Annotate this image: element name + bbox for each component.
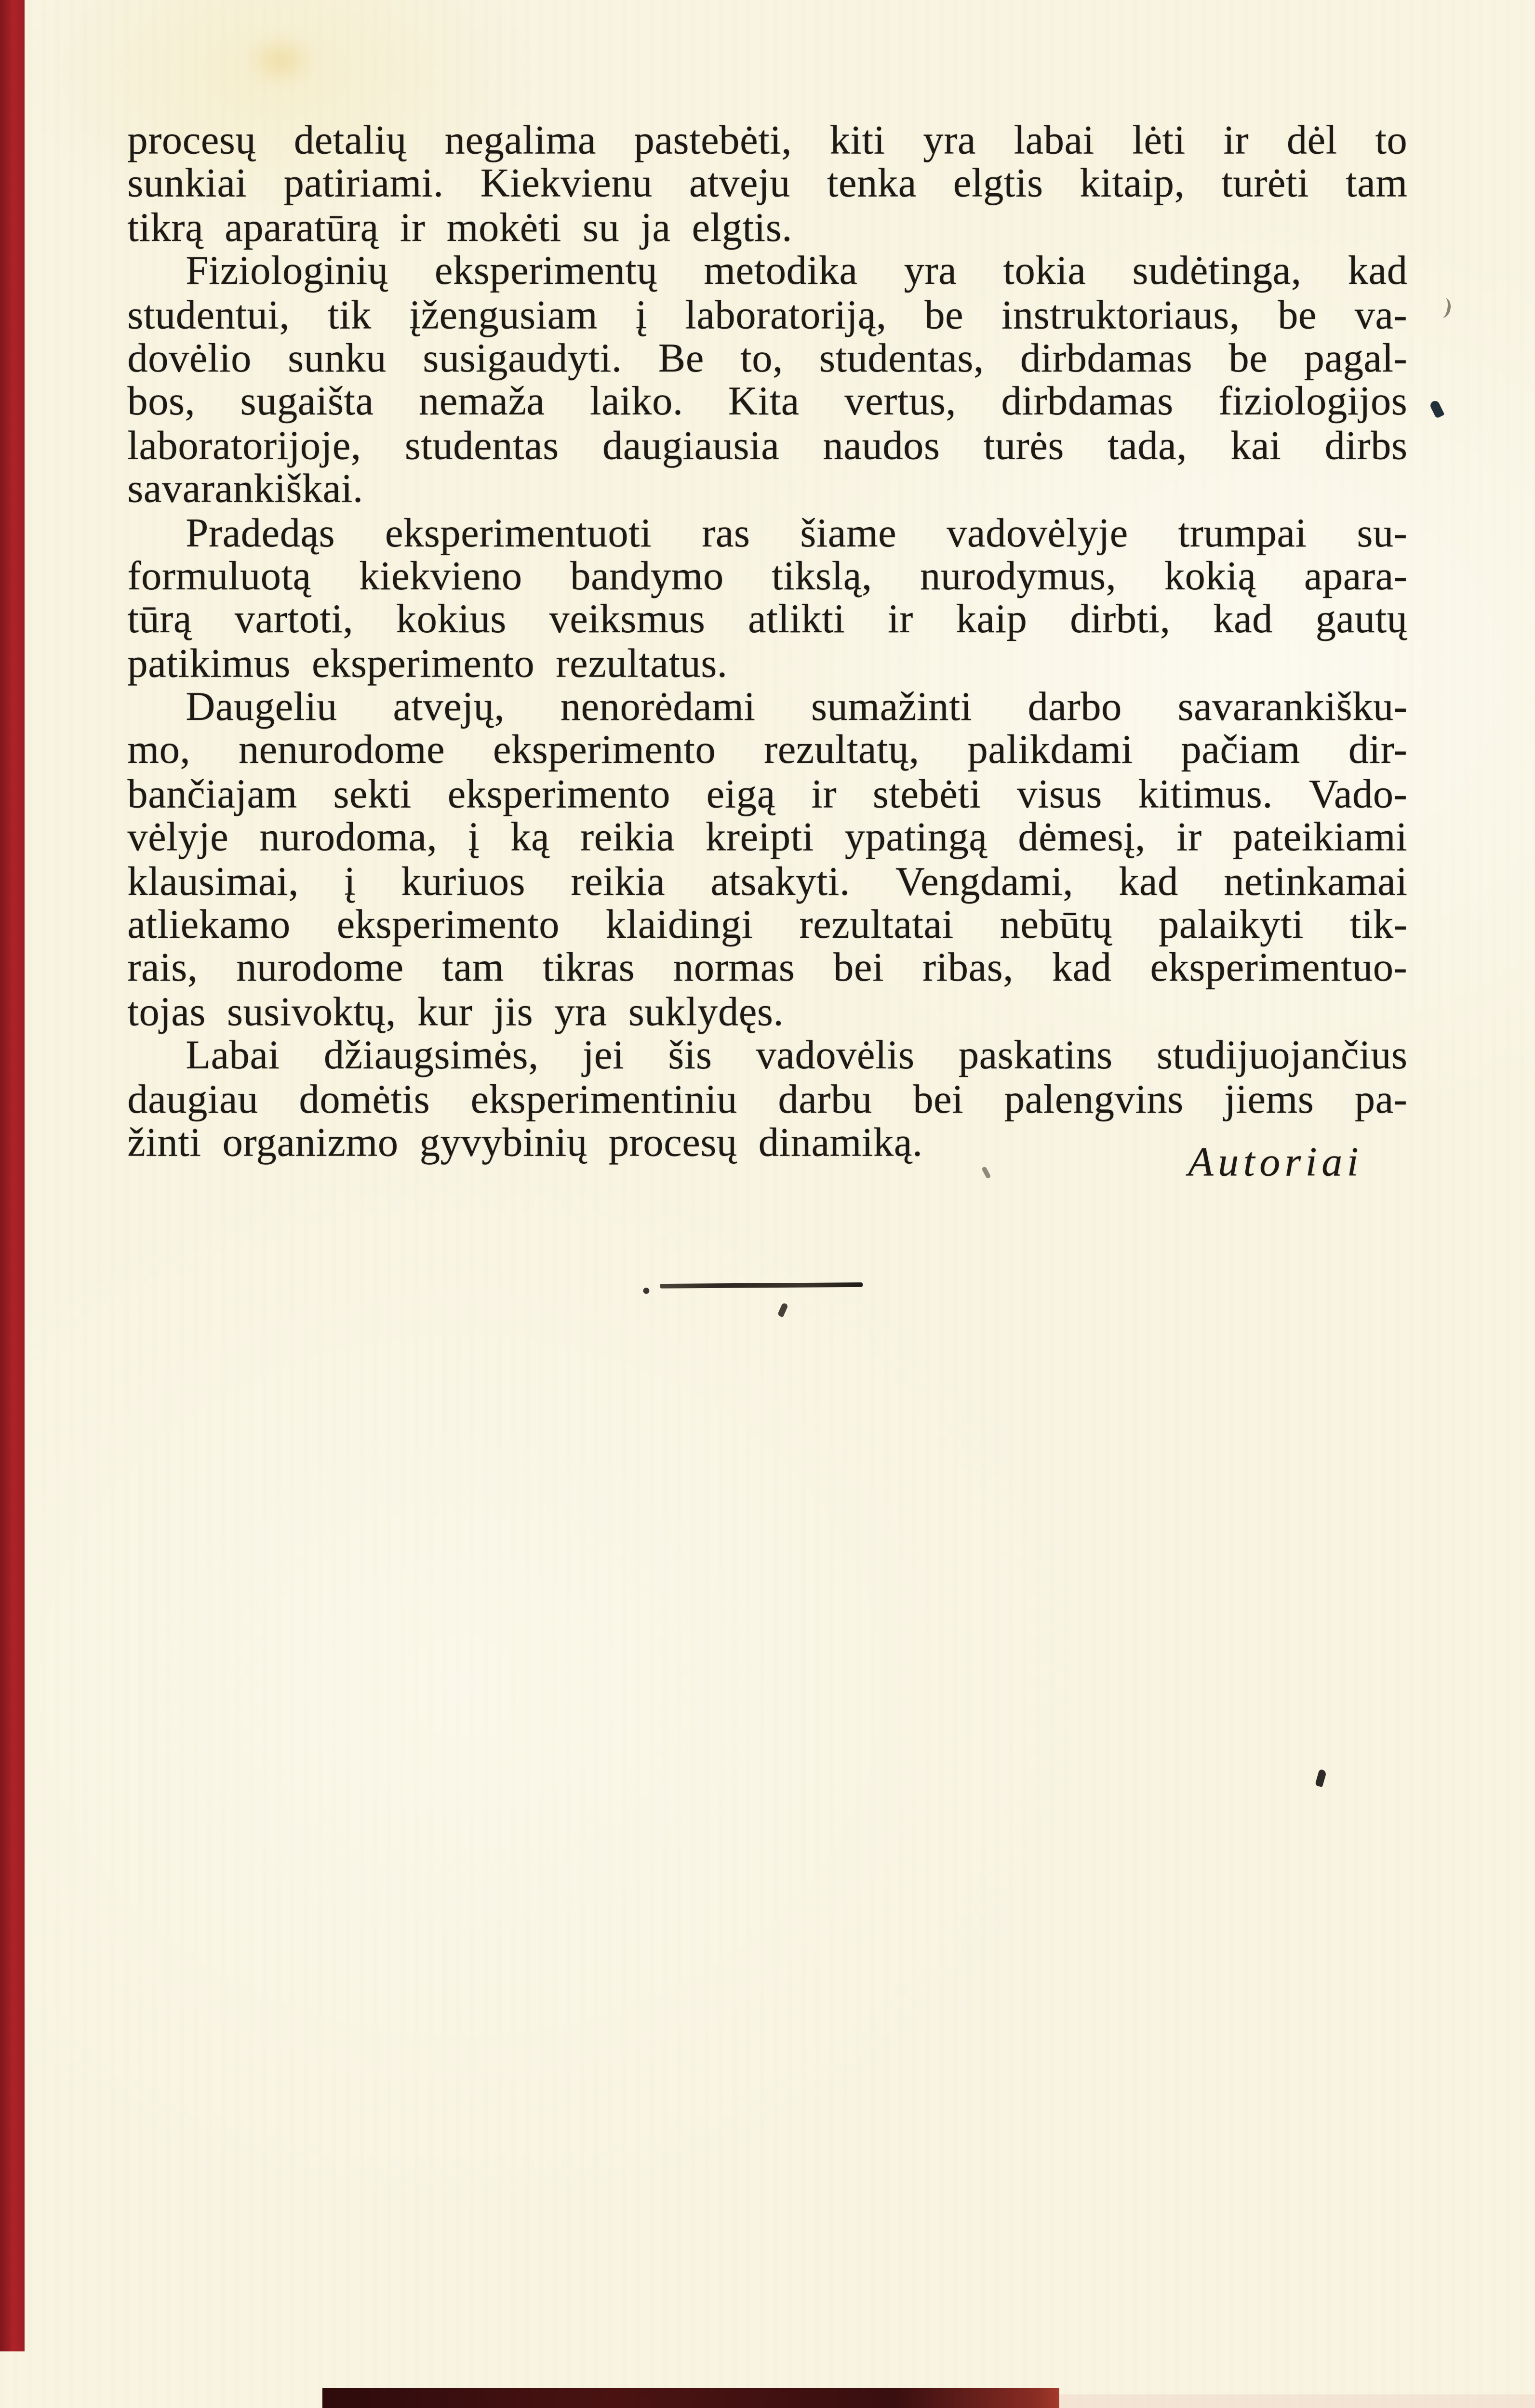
text-line: laboratorijoje, studentas daugiausia naudos turės tada, kai dirbs	[127, 422, 1408, 468]
text-line: daugiau domėtis eksperimentiniu darbu bei palengvins jiems pa-	[127, 1075, 1408, 1121]
signature-text: Autoriai	[1188, 1139, 1363, 1185]
scan-bottom-tinge	[1059, 2395, 1535, 2408]
text-line: tūrą vartoti, kokius veiksmus atlikti ir kaip dirbti, kad gautų	[127, 596, 1408, 642]
ink-speck-arc	[1435, 297, 1452, 319]
paper-stain	[246, 34, 317, 86]
text-line: sunkiai patiriami. Kiekvienu atveju tenka elgtis kitaip, turėti tam	[127, 160, 1408, 207]
ink-speck-comma	[777, 1303, 788, 1317]
text-line: formuluotą kiekvieno bandymo tikslą, nurodymus, kokią apara-	[127, 552, 1408, 599]
section-divider-rule	[660, 1282, 863, 1288]
text-line: klausimai, į kuriuos reikia atsakyti. Vengdami, kad netinkamai	[127, 857, 1408, 904]
text-line: tikrą aparatūrą ir mokėti su ja elgtis.	[127, 203, 793, 250]
ink-speck-dark-comma	[1429, 399, 1445, 419]
text-line: Daugeliu atvejų, nenorėdami sumažinti darbo savarankišku-	[186, 683, 1408, 730]
body-text	[127, 118, 1407, 1164]
text-line: mo, nenurodome eksperimento rezultatų, palikdami pačiam dir-	[127, 726, 1408, 773]
ink-speck-apostrophe	[1315, 1769, 1327, 1787]
text-line: atliekamo eksperimento klaidingi rezultatai nebūtų palaikyti tik-	[127, 901, 1408, 947]
text-line: bančiajam sekti eksperimento eigą ir stebėti visus kitimus. Vado-	[127, 770, 1408, 816]
text-line: studentui, tik įžengusiam į laboratoriją, be instruktoriaus, be va-	[127, 291, 1408, 337]
text-line: dovėlio sunku susigaudyti. Be to, studentas, dirbdamas be pagal-	[127, 334, 1408, 381]
text-line: Fiziologinių eksperimentų metodika yra tokia sudėtinga, kad	[186, 247, 1408, 293]
text-line: Pradedąs eksperimentuoti ras šiame vadovėlyje trumpai su-	[186, 508, 1408, 555]
scan-bottom-bar	[322, 2388, 1059, 2408]
text-line: patikimus eksperimento rezultatus.	[127, 639, 728, 686]
text-line: procesų detalių negalima pastebėti, kiti yra labai lėti ir dėl to	[127, 117, 1408, 163]
ink-speck-dot	[643, 1288, 650, 1294]
signature	[1188, 1139, 1363, 1186]
text-line: tojas susivoktų, kur jis yra suklydęs.	[127, 988, 784, 1035]
text-line: rais, nurodome tam tikras normas bei ribas, kad eksperimentuo-	[127, 945, 1408, 991]
book-spine-strip	[0, 0, 25, 2351]
text-line: bos, sugaišta nemaža laiko. Kita vertus, dirbdamas fiziologijos	[127, 378, 1408, 425]
text-line: savarankiškai.	[127, 465, 363, 512]
text-line: Labai džiaugsimės, jei šis vadovėlis paskatins studijuojančius	[186, 1031, 1408, 1078]
text-line: žinti organizmo gyvybinių procesų dinamiką.	[127, 1118, 923, 1165]
ink-speck-tick	[981, 1166, 991, 1179]
text-line: vėlyje nurodoma, į ką reikia kreipti ypatingą dėmesį, ir pateikiami	[127, 813, 1408, 860]
